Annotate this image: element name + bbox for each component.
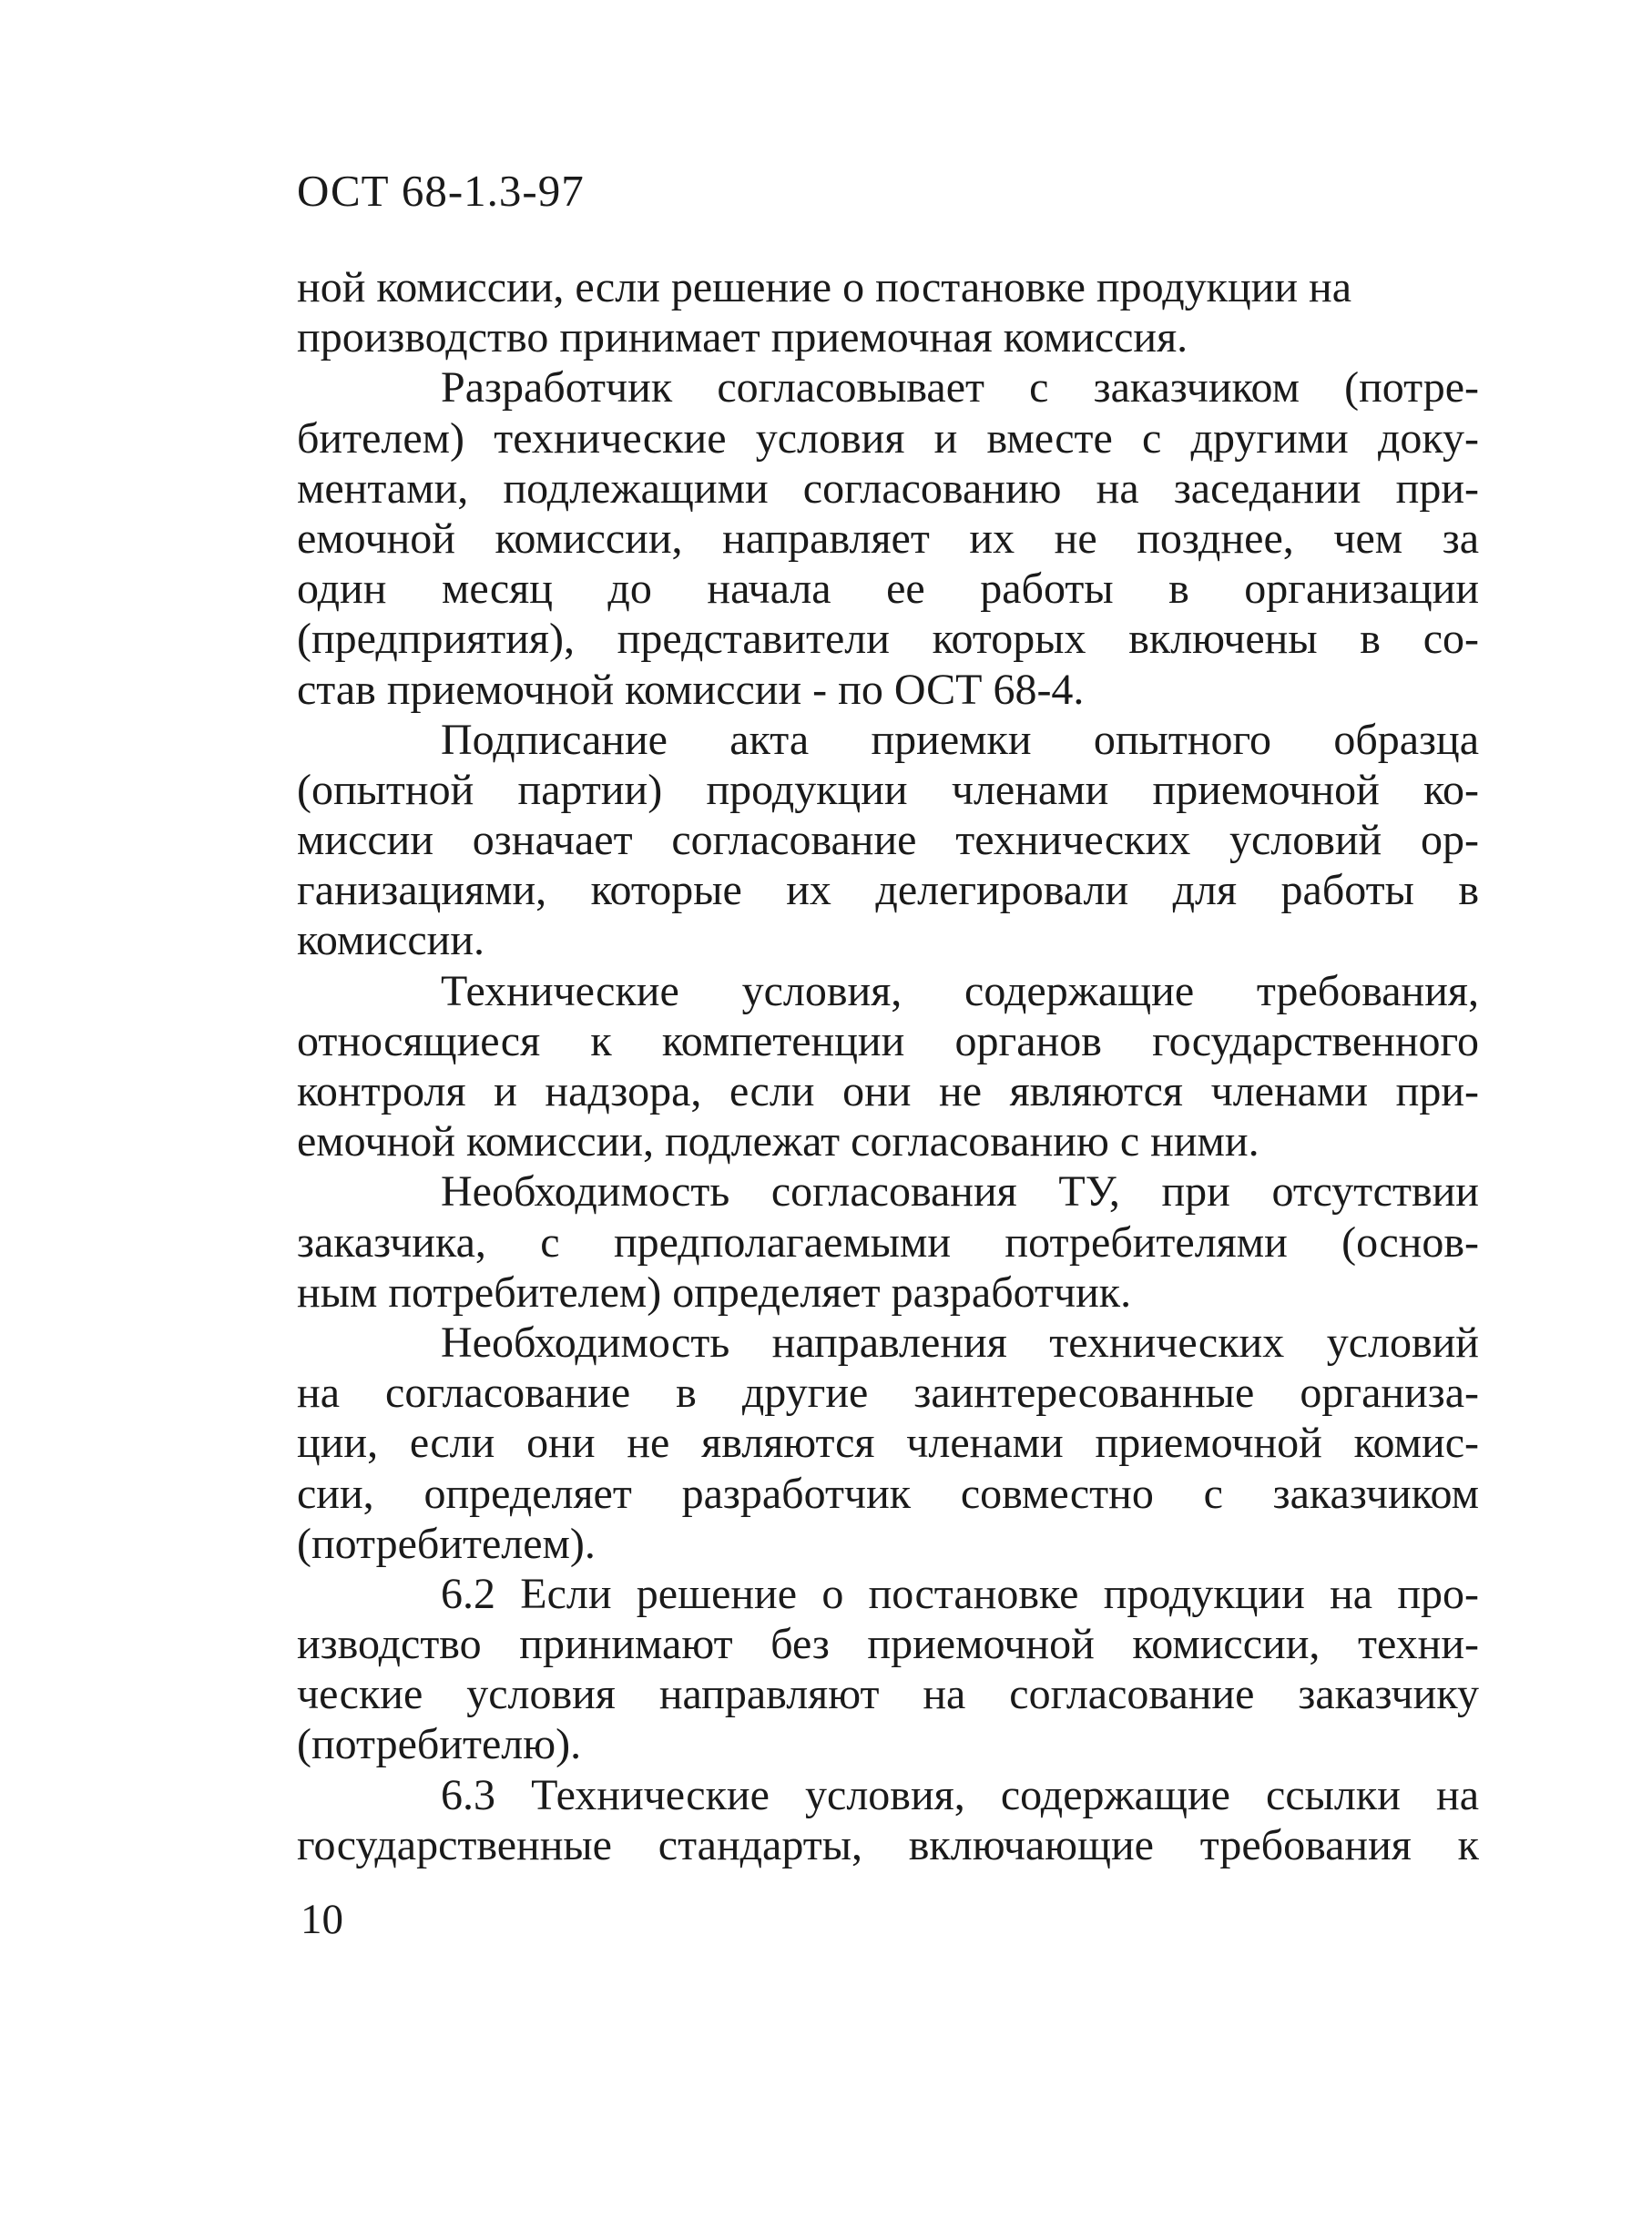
- text-line: (потребителем).: [297, 1519, 596, 1568]
- text-line: ческие условия направляют на согласование заказчику: [297, 1670, 1479, 1719]
- text-line: ной комиссии, если решение о постановке продукции на: [297, 263, 1352, 311]
- text-line: один месяц до начала ее работы в организации: [297, 565, 1479, 614]
- text-line: контроля и надзора, если они не являются членами при-: [297, 1067, 1479, 1115]
- body-text: [297, 262, 1479, 1870]
- text-line: (предприятия), представители которых включены в со-: [297, 615, 1479, 664]
- text-line: (потребителю).: [297, 1720, 582, 1769]
- text-line: производство принимает приемочная комиссия.: [297, 313, 1188, 362]
- text-line: Технические условия, содержащие требования,: [441, 966, 1479, 1015]
- text-line: Разработчик согласовывает с заказчиком (потре-: [441, 363, 1479, 412]
- text-line: заказчика, с предполагаемыми потребителями (основ-: [297, 1217, 1479, 1267]
- text-line: ции, если они не являются членами приемочной комис-: [297, 1419, 1479, 1468]
- text-line: Необходимость направления технических условий: [441, 1318, 1479, 1367]
- text-line: относящиеся к компетенции органов государственного: [297, 1016, 1479, 1065]
- text-line: (опытной партии) продукции членами приемочной ко-: [297, 765, 1479, 814]
- text-line: ганизациями, которые их делегировали для работы в: [297, 866, 1479, 915]
- text-line: ментами, подлежащими согласованию на заседании при-: [297, 463, 1479, 513]
- text-line: сии, определяет разработчик совместно с заказчиком: [297, 1469, 1479, 1518]
- text-line: 6.2 Если решение о постановке продукции на про-: [441, 1569, 1479, 1618]
- text-line: ным потребителем) определяет разработчик.: [297, 1268, 1132, 1317]
- text-line: 6.3 Технические условия, содержащие ссылки на: [441, 1770, 1479, 1819]
- text-line: Необходимость согласования ТУ, при отсутствии: [441, 1167, 1479, 1217]
- text-line: Подписание акта приемки опытного образца: [441, 715, 1479, 764]
- text-line: государственные стандарты, включающие требования к: [297, 1820, 1479, 1869]
- text-line: миссии означает согласование технических условий ор-: [297, 816, 1479, 865]
- text-line: емочной комиссии, направляет их не позднее, чем за: [297, 514, 1479, 563]
- text-line: бителем) технические условия и вместе с другими доку-: [297, 413, 1479, 463]
- text-line: емочной комиссии, подлежат согласованию с ними.: [297, 1117, 1259, 1166]
- text-line: на согласование в другие заинтересованные организа-: [297, 1369, 1479, 1418]
- page-number: 10: [301, 1896, 343, 1943]
- text-line: изводство принимают без приемочной комиссии, техни-: [297, 1620, 1479, 1669]
- text-line: комиссии.: [297, 916, 485, 965]
- document-code-header: ОСТ 68-1.3-97: [297, 166, 585, 216]
- text-line: став приемочной комиссии - по ОСТ 68-4.: [297, 665, 1085, 714]
